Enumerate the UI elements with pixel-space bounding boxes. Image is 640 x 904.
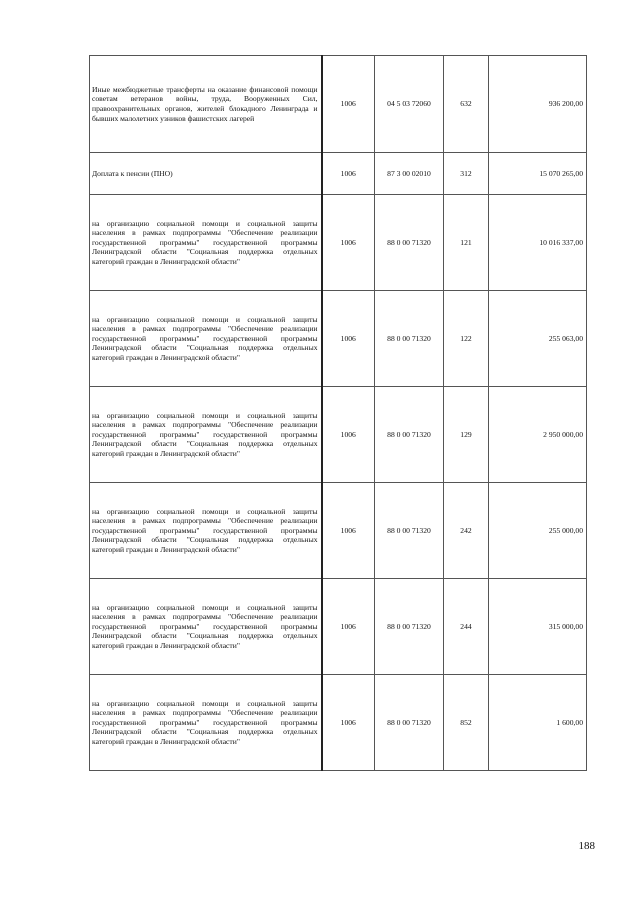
target-code-cell: 88 0 00 71320 [375,387,444,483]
target-code-cell: 88 0 00 71320 [375,291,444,387]
budget-table [89,55,587,771]
row-name-cell: Доплата к пенсии (ПНО) [90,153,322,195]
row-name-cell: на организацию социальной помощи и социальной защиты населения в рамках подпрограммы "Обеспечение реализации государственной программы" государственной программы Ленинградской области "Социальная поддержка отдельных категорий граждан в Ленинградской области" [90,195,322,291]
page-number: 188 [578,840,595,852]
table-row [90,483,587,579]
amount-cell: 2 950 000,00 [489,387,587,483]
row-name-cell: на организацию социальной помощи и социальной защиты населения в рамках подпрограммы "Обеспечение реализации государственной программы" государственной программы Ленинградской области "Социальная поддержка отдельных категорий граждан в Ленинградской области" [90,675,322,771]
target-code-cell: 87 3 00 02010 [375,153,444,195]
expense-type-cell: 632 [444,56,489,153]
expense-type-cell: 852 [444,675,489,771]
section-code-cell: 1006 [322,483,375,579]
row-name-cell: на организацию социальной помощи и социальной защиты населения в рамках подпрограммы "Обеспечение реализации государственной программы" государственной программы Ленинградской области "Социальная поддержка отдельных категорий граждан в Ленинградской области" [90,579,322,675]
row-name-cell: Иные межбюджетные трансферты на оказание финансовой помощи советам ветеранов войны, труда, Вооруженных Сил, правоохранительных органов, жителей блокадного Ленинграда и бывших малолетних узников фашистских лагерей [90,56,322,153]
table-row [90,153,587,195]
section-code-cell: 1006 [322,195,375,291]
section-code-cell: 1006 [322,291,375,387]
expense-type-cell: 122 [444,291,489,387]
expense-type-cell: 244 [444,579,489,675]
amount-cell: 10 016 337,00 [489,195,587,291]
amount-cell: 255 000,00 [489,483,587,579]
section-code-cell: 1006 [322,579,375,675]
amount-cell: 15 070 265,00 [489,153,587,195]
expense-type-cell: 242 [444,483,489,579]
expense-type-cell: 129 [444,387,489,483]
row-name-cell: на организацию социальной помощи и социальной защиты населения в рамках подпрограммы "Обеспечение реализации государственной программы" государственной программы Ленинградской области "Социальная поддержка отдельных категорий граждан в Ленинградской области" [90,387,322,483]
target-code-cell: 88 0 00 71320 [375,579,444,675]
expense-type-cell: 121 [444,195,489,291]
amount-cell: 1 600,00 [489,675,587,771]
expense-type-cell: 312 [444,153,489,195]
target-code-cell: 88 0 00 71320 [375,675,444,771]
table-row [90,579,587,675]
amount-cell: 936 200,00 [489,56,587,153]
target-code-cell: 88 0 00 71320 [375,483,444,579]
amount-cell: 255 063,00 [489,291,587,387]
section-code-cell: 1006 [322,153,375,195]
amount-cell: 315 000,00 [489,579,587,675]
section-code-cell: 1006 [322,56,375,153]
table-row [90,195,587,291]
section-code-cell: 1006 [322,387,375,483]
table-row [90,387,587,483]
target-code-cell: 88 0 00 71320 [375,195,444,291]
target-code-cell: 04 5 03 72060 [375,56,444,153]
table-row [90,675,587,771]
row-name-cell: на организацию социальной помощи и социальной защиты населения в рамках подпрограммы "Обеспечение реализации государственной программы" государственной программы Ленинградской области "Социальная поддержка отдельных категорий граждан в Ленинградской области" [90,483,322,579]
row-name-cell: на организацию социальной помощи и социальной защиты населения в рамках подпрограммы "Обеспечение реализации государственной программы" государственной программы Ленинградской области "Социальная поддержка отдельных категорий граждан в Ленинградской области" [90,291,322,387]
section-code-cell: 1006 [322,675,375,771]
table-row [90,291,587,387]
table-row [90,56,587,153]
